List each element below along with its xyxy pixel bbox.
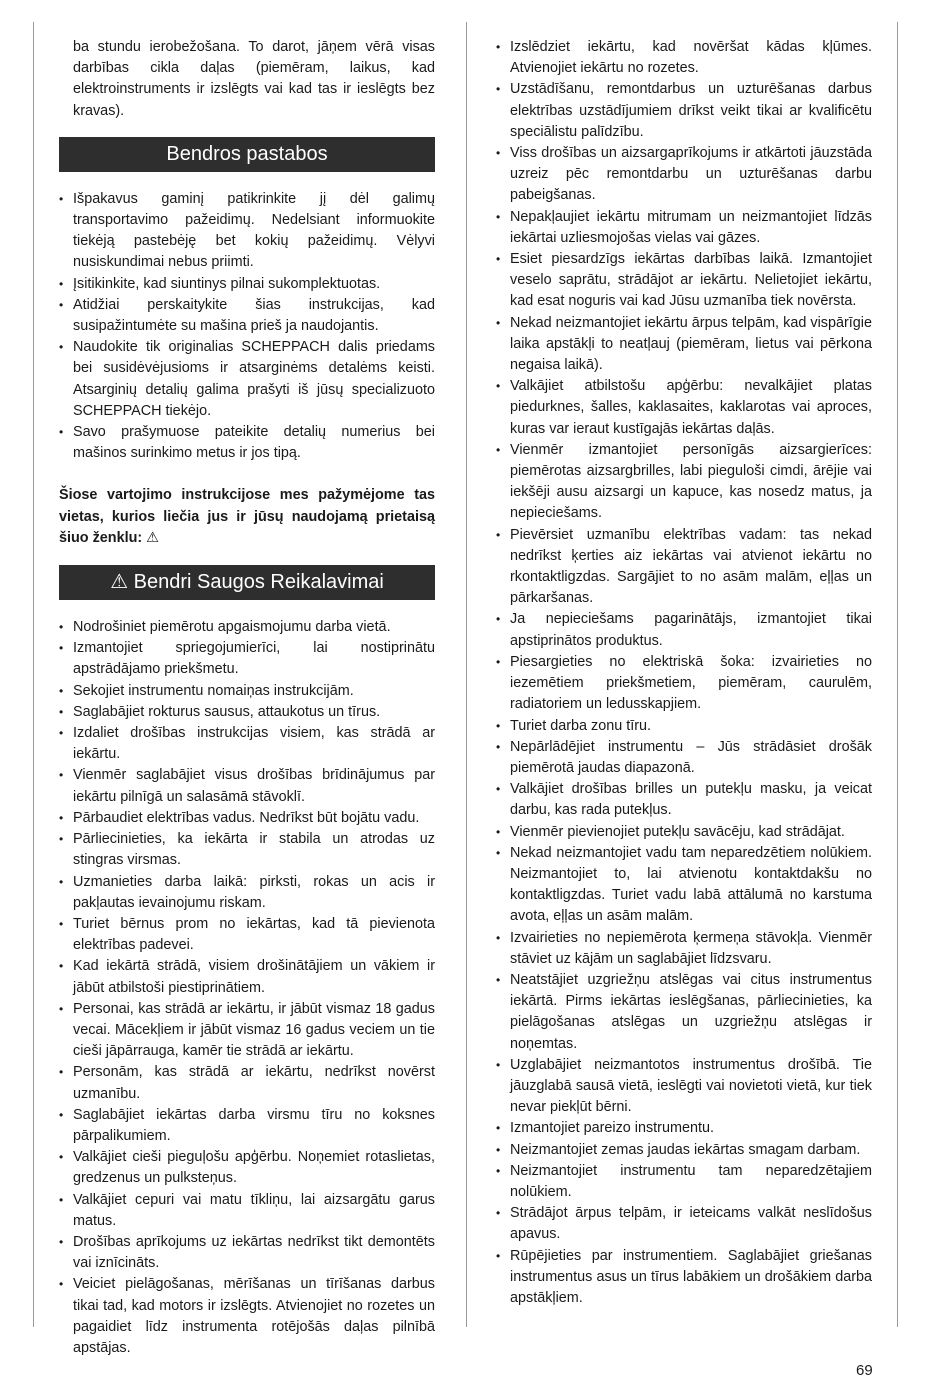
list-item: • Neizmantojiet zemas jaudas iekārtas smagam darbam. [496, 1140, 872, 1161]
safety-list-left [59, 617, 435, 1359]
list-item: • Savo prašymuose pateikite detalių numerius bei mašinos surinkimo metus ir jos tipą. [59, 422, 435, 464]
list-item: • Nepārlādējiet instrumentu – Jūs strādāsiet drošāk piemērotā jaudas diapazonā. [496, 737, 872, 779]
list-item: • Vienmēr saglabājiet visus drošības brīdinājumus par iekārtu pilnīgā un salasāmā stāvoklī. [59, 765, 435, 807]
list-item: • Piesargieties no elektriskā šoka: izvairieties no iezemētiem priekšmetiem, piemēram, caurulēm, radiatoriem un ledusskapjiem. [496, 652, 872, 716]
list-item: • Nepakļaujiet iekārtu mitrumam un neizmantojiet līdzās iekārtai uzliesmojošas vielas vai gāzes. [496, 207, 872, 249]
list-item: • Esiet piesardzīgs iekārtas darbības laikā. Izmantojiet veselo saprātu, strādājot ar iekārtu. Nelietojiet iekārtu, kad esat noguris vai kad Jūsu uzmanība tiek novērsta. [496, 249, 872, 313]
list-item: • Atidžiai perskaitykite šias instrukcijas, kad susipažintumėte su mašina prieš ja naudojantis. [59, 295, 435, 337]
list-item: • Veiciet pielāgošanas, mērīšanas un tīrīšanas darbus tikai tad, kad motors ir izslēgts. Atvienojiet no rozetes un pagaidiet līdz instrumenta rotējošās daļas pilnībā apstājas. [59, 1274, 435, 1359]
list-item: • Izmantojiet pareizo instrumentu. [496, 1118, 872, 1139]
right-column [496, 37, 872, 1309]
list-item: • Sekojiet instrumentu nomaiņas instrukcijām. [59, 681, 435, 702]
intro-paragraph: ba stundu ierobežošana. To darot, jāņem vērā visas darbības cikla daļas (piemēram, laikus, kad elektroinstruments ir izslēgts vai kad tas ir ieslēgts bez kravas). [73, 39, 435, 119]
list-item: • Įsitikinkite, kad siuntinys pilnai sukomplektuotas. [59, 274, 435, 295]
list-item: • Neizmantojiet instrumentu tam neparedzētajiem nolūkiem. [496, 1161, 872, 1203]
list-item: • Pievērsiet uzmanību elektrības vadam: tas nekad nedrīkst ķerties aiz iekārtas vai atvienot iekārtu no rkontaktligzdas. Sargājiet to no asām malām, eļļas un pārkaršanas. [496, 525, 872, 610]
page-number: 69 [856, 1362, 873, 1379]
left-margin-rule [33, 22, 34, 1327]
list-item: • Ja nepieciešams pagarinātājs, izmantojiet tikai apstiprinātos produktus. [496, 609, 872, 651]
list-item: • Nekad neizmantojiet vadu tam neparedzētiem nolūkiem. Neizmantojiet to, lai atvienotu kontaktdakšu no kontaktligzdas. Turiet vadu labā attālumā no karstuma avota, eļļas un asām malām. [496, 843, 872, 928]
list-item: • Rūpējieties par instrumentiem. Saglabājiet griešanas instrumentus asus un tīrus labākiem un drošākiem darba apstākļiem. [496, 1246, 872, 1310]
list-item: • Kad iekārtā strādā, visiem drošinātājiem un vākiem ir jābūt atbilstoši piestiprinātiem. [59, 956, 435, 998]
right-margin-rule [897, 22, 898, 1327]
list-item: • Pārliecinieties, ka iekārta ir stabila un atrodas uz stingras virsmas. [59, 829, 435, 871]
list-item: • Naudokite tik originalias SCHEPPACH dalis priedams bei susidėvėjusioms ir atsarginėms detalėms keisti. Atsarginių detalių galima prašyti iš jūsų specializuoto SCHEPPACH tiekėjo. [59, 337, 435, 422]
list-item: • Personai, kas strādā ar iekārtu, ir jābūt vismaz 18 gadus vecai. Mācekļiem ir jābūt vismaz 16 gadus veciem un tie cieši jāpārrauga, kamēr tie strādā ar iekārtu. [59, 999, 435, 1063]
list-item: • Uzglabājiet neizmantotos instrumentus drošībā. Tie jāuzglabā sausā vietā, ieslēgti vai novietoti vietā, kur tiek nevar piekļūt bērni. [496, 1055, 872, 1119]
left-column [59, 37, 435, 1359]
list-item: • Nodrošiniet piemērotu apgaismojumu darba vietā. [59, 617, 435, 638]
list-item: • Drošības aprīkojums uz iekārtas nedrīkst tikt demontēts vai iznīcināts. [59, 1232, 435, 1274]
heading-general-notes [59, 137, 435, 172]
list-item: • Valkājiet drošības brilles un putekļu masku, ja veicat darbu, kas rada putekļus. [496, 779, 872, 821]
list-item: • Vienmēr izmantojiet personīgās aizsargierīces: piemērotas aizsargbrilles, labi pieguloši cimdi, ārējie vai iekšēji ausu aizsargi un kapuce, kas nosedz matus, ja nepieciešams. [496, 440, 872, 525]
list-item: • Izslēdziet iekārtu, kad novēršat kādas kļūmes. Atvienojiet iekārtu no rozetes. [496, 37, 872, 79]
list-item: • Valkājiet cepuri vai matu tīkliņu, lai aizsargātu garus matus. [59, 1190, 435, 1232]
heading-general-safety [59, 565, 435, 600]
list-item: • Valkājiet cieši pieguļošu apģērbu. Noņemiet rotaslietas, gredzenus un pulksteņus. [59, 1147, 435, 1189]
list-item: • Nekad neizmantojiet iekārtu ārpus telpām, kad vispārīgie laika apstākļi to neatļauj (piemēram, lietus vai pērkona negaisa laikā). [496, 313, 872, 377]
list-item: • Viss drošības un aizsargaprīkojums ir atkārtoti jāuzstāda uzreiz pēc remontdarbu un uzturēšanas darbu pabeigšanas. [496, 143, 872, 207]
list-item: • Pārbaudiet elektrības vadus. Nedrīkst būt bojātu vadu. [59, 808, 435, 829]
warning-symbol-note [59, 485, 435, 549]
heading-general-notes-text: Bendros pastabos [166, 142, 328, 165]
list-item: • Strādājot ārpus telpām, ir ieteicams valkāt neslīdošus apavus. [496, 1203, 872, 1245]
safety-list-right [496, 37, 872, 1309]
list-item: • Saglabājiet iekārtas darba virsmu tīru no koksnes pārpalikumiem. [59, 1105, 435, 1147]
warning-triangle-icon: ⚠ [146, 529, 160, 546]
list-item: • Valkājiet atbilstošu apģērbu: nevalkājiet platas piedurknes, šalles, kaklasaites, kaklarotas vai aproces, kuras var ieraut kustīgajās iekārtas daļās. [496, 376, 872, 440]
general-notes-list [59, 189, 435, 465]
list-item: • Vienmēr pievienojiet putekļu savācēju, kad strādājat. [496, 822, 872, 843]
list-item: • Saglabājiet rokturus sausus, attaukotus un tīrus. [59, 702, 435, 723]
warning-triangle-icon: ⚠ [110, 571, 129, 594]
list-item: • Izdaliet drošības instrukcijas visiem, kas strādā ar iekārtu. [59, 723, 435, 765]
list-item: • Izmantojiet spriegojumierīci, lai nostiprinātu apstrādājamo priekšmetu. [59, 638, 435, 680]
list-item: • Izvairieties no nepiemērota ķermeņa stāvokļa. Vienmēr stāviet uz kājām un saglabājiet līdzsvaru. [496, 928, 872, 970]
list-item: • Turiet bērnus prom no iekārtas, kad tā pievienota elektrības padevei. [59, 914, 435, 956]
list-item: • Personām, kas strādā ar iekārtu, nedrīkst novērst uzmanību. [59, 1062, 435, 1104]
list-item: • Neatstājiet uzgriežņu atslēgas vai citus instrumentus iekārtā. Pirms iekārtas ieslēgšanas, pārliecinieties, ka pielāgošanas atslēgas un uzgriežņu atslēgas ir noņemtas. [496, 970, 872, 1055]
warning-note-text: Šiose vartojimo instrukcijose mes pažymėjome tas vietas, kurios liečia jus ir jūsų naudojamą prietaisą šiuo ženklu: [59, 487, 435, 546]
center-column-rule [466, 22, 467, 1327]
list-item: • Turiet darba zonu tīru. [496, 716, 872, 737]
heading-general-safety-text: Bendri Saugos Reikalavimai [133, 571, 384, 594]
list-item: • Išpakavus gaminį patikrinkite jį dėl galimų transportavimo pažeidimų. Nedelsiant informuokite tiekėją pastebėję bet kokių pažeidimų. Vėlyvi nusiskundimai nebus priimti. [59, 189, 435, 274]
list-item: • Uzmanieties darba laikā: pirksti, rokas un acis ir pakļautas ievainojumu riskam. [59, 872, 435, 914]
list-item: • Uzstādīšanu, remontdarbus un uzturēšanas darbus elektrības uzstādījumiem drīkst veikt tikai ar kvalificētu speciālistu palīdzību. [496, 79, 872, 143]
